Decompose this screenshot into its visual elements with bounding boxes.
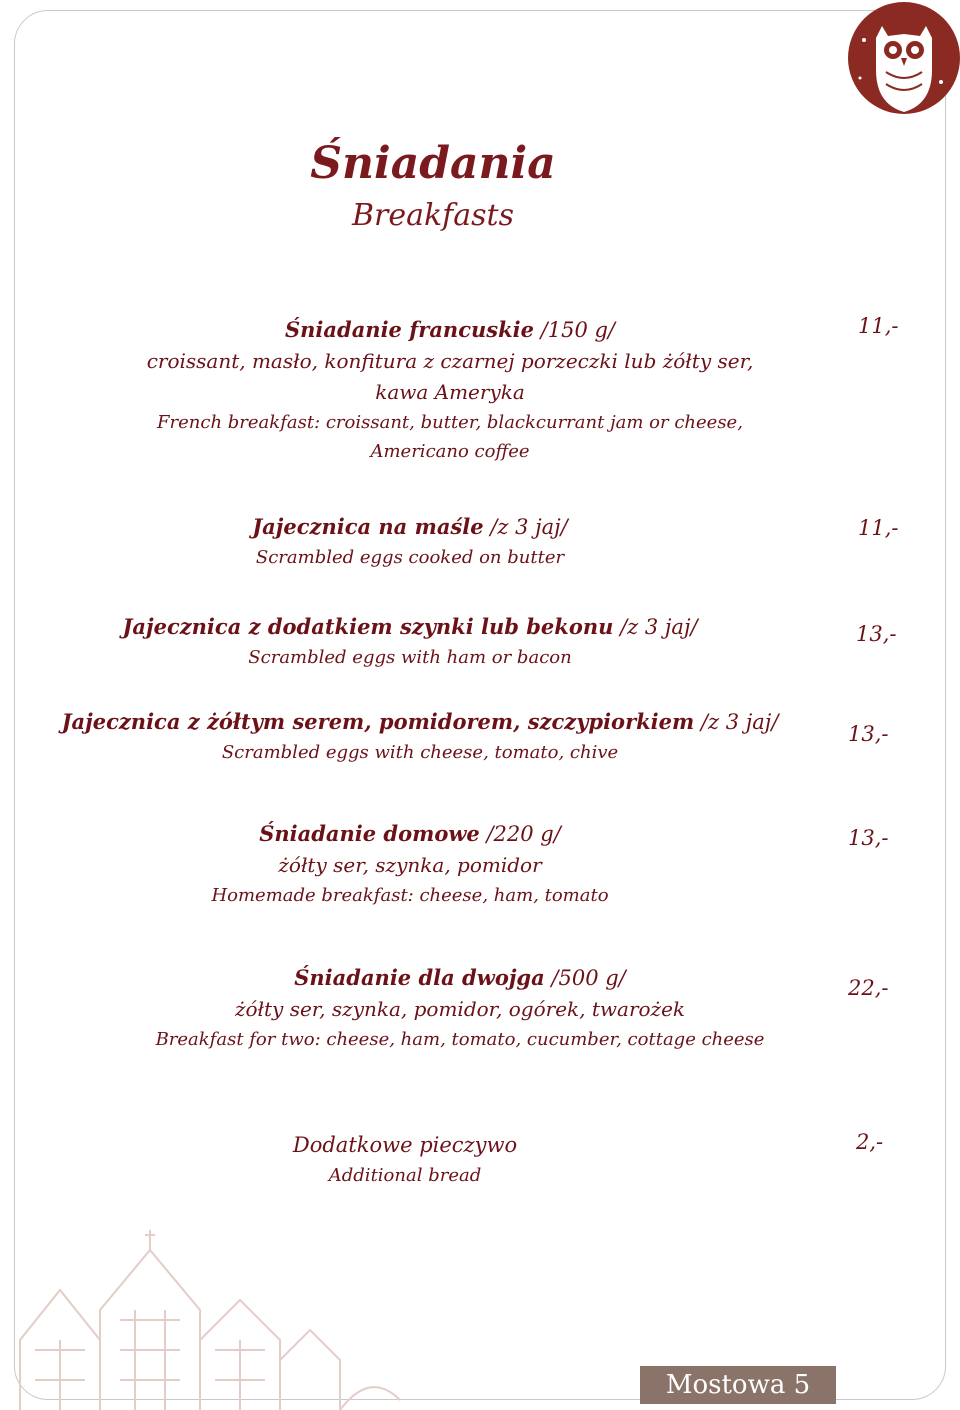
- menu-item: [60, 818, 760, 910]
- footer-address: Mostowa 5: [640, 1366, 836, 1404]
- item-description-en: Breakfast for two: cheese, ham, tomato, cucumber, cottage cheese: [155, 1029, 765, 1050]
- item-weight: /z 3 jaj/: [694, 710, 779, 734]
- item-name: Jajecznica z dodatkiem szynki lub bekonu: [122, 614, 614, 639]
- extra-description-en: Additional bread: [328, 1165, 482, 1186]
- menu-item: [60, 511, 760, 572]
- item-price: 13,-: [848, 826, 889, 850]
- page-title: Śniadania: [310, 138, 556, 189]
- town-illustration: [0, 1190, 420, 1410]
- extra-item: [200, 1130, 610, 1190]
- item-weight: /z 3 jaj/: [483, 515, 568, 539]
- extra-price: 2,-: [856, 1130, 884, 1154]
- item-description-en: Scrambled eggs cooked on butter: [255, 547, 565, 568]
- menu-item: [60, 611, 760, 672]
- page-subtitle: Breakfasts: [351, 198, 515, 233]
- item-weight: /z 3 jaj/: [613, 615, 698, 639]
- item-name: Śniadanie francuskie: [285, 317, 534, 342]
- item-name: Śniadanie domowe: [259, 821, 480, 846]
- item-price: 11,-: [858, 314, 899, 338]
- item-weight: /220 g/: [479, 822, 561, 846]
- item-name: Jajecznica na maśle: [252, 514, 484, 539]
- item-name: Śniadanie dla dwojga: [294, 965, 545, 990]
- item-description-en: French breakfast: croissant, butter, blackcurrant jam or cheese,: [157, 412, 743, 433]
- item-description-pl: kawa Ameryka: [375, 380, 525, 404]
- item-weight: /150 g/: [533, 318, 615, 342]
- item-description-pl: żółty ser, szynka, pomidor: [278, 853, 542, 877]
- item-price: 22,-: [848, 976, 889, 1000]
- item-description-en: Scrambled eggs with ham or bacon: [248, 647, 572, 668]
- owl-logo: [836, 0, 960, 130]
- extra-name: Dodatkowe pieczywo: [292, 1133, 518, 1157]
- menu-item: [40, 706, 800, 767]
- item-price: 13,-: [848, 722, 889, 746]
- item-description-pl: croissant, masło, konfitura z czarnej porzeczki lub żółty ser,: [146, 349, 754, 373]
- item-name: Jajecznica z żółtym serem, pomidorem, szczypiorkiem: [61, 709, 695, 734]
- menu-item: [60, 962, 860, 1054]
- item-weight: /500 g/: [544, 966, 626, 990]
- item-description-pl: żółty ser, szynka, pomidor, ogórek, twarożek: [234, 997, 686, 1021]
- item-description-en: Scrambled eggs with cheese, tomato, chive: [221, 742, 619, 763]
- item-price: 13,-: [856, 622, 897, 646]
- item-description-en: Americano coffee: [370, 441, 530, 462]
- menu-item: [60, 314, 840, 466]
- item-price: 11,-: [858, 516, 899, 540]
- item-description-en: Homemade breakfast: cheese, ham, tomato: [211, 885, 609, 906]
